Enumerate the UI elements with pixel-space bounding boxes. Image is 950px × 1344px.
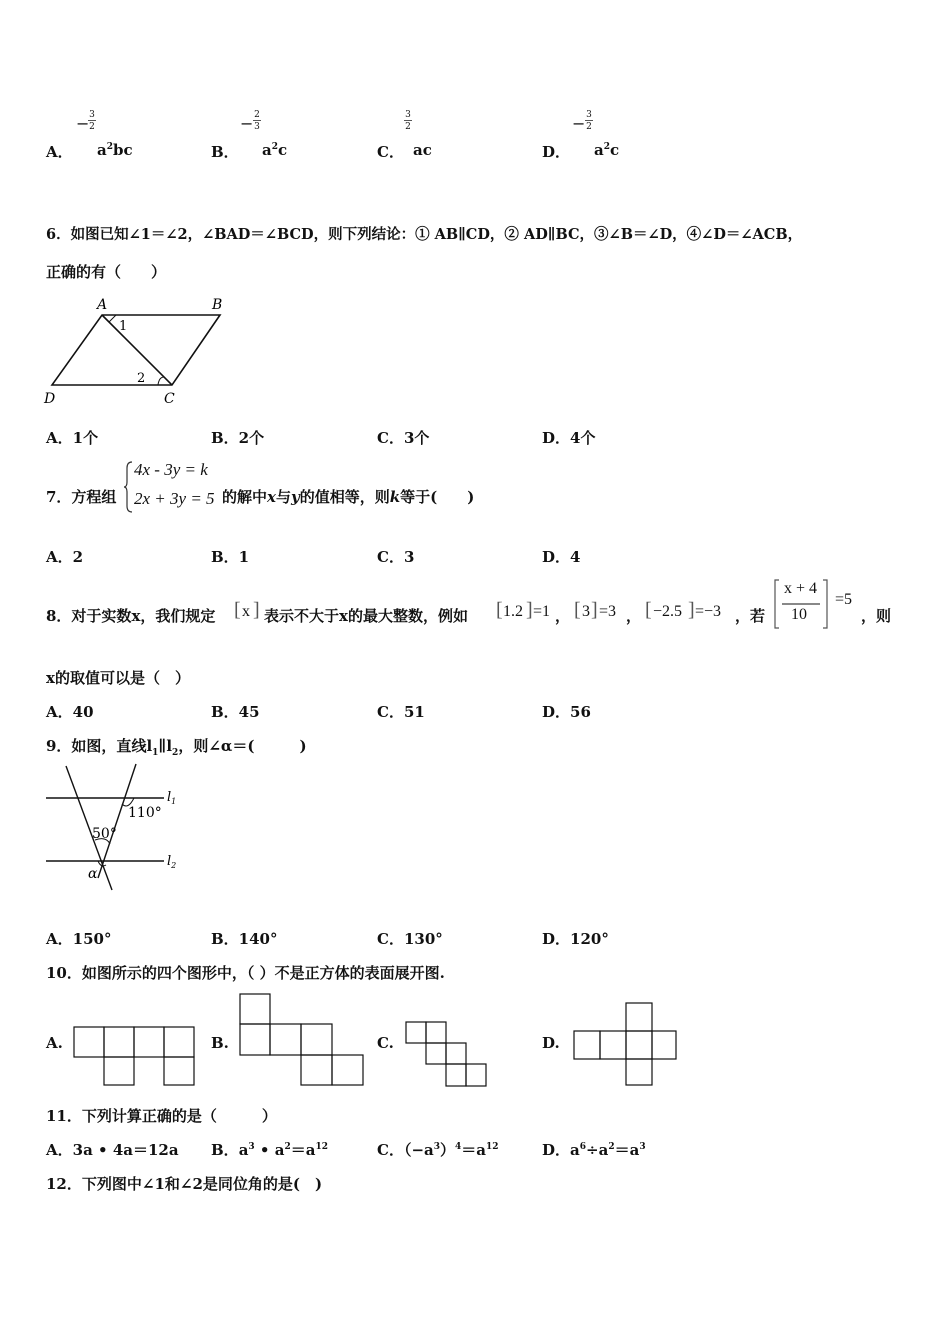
q7-prefix: 7．方程组	[46, 488, 117, 506]
q6-option-a: A．1个	[46, 429, 99, 447]
q11-option-b: B．$a^3$ • $a^2=a^{12}$	[211, 1141, 328, 1159]
q5-option-d-frac-bar	[585, 120, 593, 121]
q9-label-50: 50°	[92, 826, 117, 842]
q5-option-c-frac-den: 2	[405, 122, 411, 132]
q10-net-a	[74, 1027, 196, 1087]
q9-label-l2: $l_2$	[167, 854, 177, 870]
q8-part1: 8．对于实数x，我们规定	[46, 607, 216, 625]
q5-option-a-expr: $a^2bc$	[97, 141, 133, 159]
q8-option-c: C．51	[377, 703, 425, 721]
q9-label-alpha: α	[88, 866, 98, 882]
q8-ex1-right: ]	[526, 599, 533, 621]
q6-stem-line1: 6．如图已知∠1＝∠2，∠BAD＝∠BCD，则下列结论：① AB∥CD，② AD∥BC，③∠B＝∠D，④∠D＝∠ACB，	[46, 226, 803, 243]
q5-option-b-expr: $a^2c$	[262, 141, 288, 159]
q8-part4: ，则	[861, 607, 892, 625]
q7-stem-rest: 的解中x与y的值相等，则k等于( )	[222, 488, 475, 506]
q9-option-d: D．120°	[542, 930, 609, 948]
q5-option-a-label: A．	[46, 143, 73, 161]
q11-option-c: C．$(-a^3)^4=a^{12}$	[377, 1141, 499, 1159]
q8-ex1-left: [	[496, 599, 503, 621]
q5-option-b-frac-den: 3	[254, 122, 260, 132]
q6-option-b: B．2个	[211, 429, 265, 447]
q10-stem: 10．如图所示的四个图形中，（ ）不是正方体的表面展开图.	[46, 964, 445, 982]
q10-label-b: B.	[211, 1034, 229, 1052]
q7-equation-2: 2x + 3y = 5	[134, 489, 215, 508]
q7-option-b: B．1	[211, 548, 250, 566]
q11-option-a: A．3a • 4a＝12a	[46, 1141, 179, 1159]
q10-net-d	[572, 1002, 680, 1088]
q10-net-b	[239, 993, 367, 1087]
q6-label-c: C	[164, 391, 175, 407]
q6-label-angle-2: 2	[137, 371, 146, 386]
q5-option-c-expr: ac	[413, 141, 432, 159]
q5-option-a-frac-den: 2	[89, 122, 95, 132]
q8-ex2-left: [	[574, 599, 581, 621]
q7-option-d: D．4	[542, 548, 581, 566]
q5-option-c-frac-num: 3	[405, 110, 411, 120]
q6-figure-parallelogram	[40, 295, 230, 410]
q8-ex3: −2.5	[653, 603, 683, 620]
q8-floor-x: x	[242, 603, 250, 620]
q6-option-c: C．3个	[377, 429, 430, 447]
q8-ex2: 3	[582, 603, 590, 620]
q6-label-angle-1: 1	[119, 319, 128, 334]
q8-ex3-value: =−3	[695, 603, 722, 620]
q8-ex2-right: ]	[591, 599, 598, 621]
q8-ex3-right: ]	[688, 599, 695, 621]
q10-label-c: C.	[377, 1034, 394, 1052]
q8-floor-x-left: [	[234, 599, 241, 621]
q5-option-c-frac-bar	[404, 120, 412, 121]
q8-option-d: D．56	[542, 703, 591, 721]
q9-option-b: B．140°	[211, 930, 278, 948]
q9-label-l1: $l_1$	[167, 790, 177, 806]
q8-comma-2: ，	[626, 607, 642, 625]
q6-angle-1-arc	[109, 315, 116, 322]
q9-stem: 9．如图，直线$l_1\parallel l_2$，则∠α＝( )	[46, 737, 307, 758]
q5-option-b-sign: −	[240, 114, 254, 133]
q6-angle-2-arc	[158, 377, 164, 385]
q8-option-a: A．40	[46, 703, 94, 721]
q8-fraction-denominator: 10	[791, 606, 807, 623]
q8-ex3-left: [	[645, 599, 652, 621]
q8-ex1-value: =1	[533, 603, 551, 620]
q8-comma-1: ，	[555, 607, 571, 625]
q5-option-d-sign: −	[572, 114, 586, 133]
q8-part2: 表示不大于x的最大整数，例如	[264, 607, 468, 625]
q9-label-110: 110°	[128, 805, 162, 821]
q7-equation-1: 4x - 3y = k	[134, 460, 208, 479]
q8-ex1: 1.2	[503, 603, 523, 620]
q8-floor-x-right: ]	[253, 599, 260, 621]
q5-option-b-label: B．	[211, 143, 239, 161]
q10-label-a: A.	[46, 1034, 63, 1052]
q10-label-d: D.	[542, 1034, 560, 1052]
q8-part3: ，若	[735, 607, 766, 625]
q8-stem-line2: x的取值可以是（ ）	[46, 669, 190, 687]
q9-option-a: A．150°	[46, 930, 112, 948]
q6-label-d: D	[44, 391, 56, 407]
q5-option-d-label: D．	[542, 143, 571, 161]
q7-system-brace	[124, 460, 134, 514]
q8-fraction-value: =5	[835, 591, 853, 608]
q5-option-d-frac-den: 2	[586, 122, 592, 132]
q6-label-a: A	[97, 297, 108, 313]
q7-option-a: A．2	[46, 548, 84, 566]
q9-option-c: C．130°	[377, 930, 443, 948]
q8-fraction-numerator: x + 4	[784, 580, 818, 597]
q11-option-d: D．$a^6\div a^2=a^3$	[542, 1141, 646, 1159]
q5-option-c-label: C．	[377, 143, 404, 161]
q9-figure-parallel-lines	[40, 760, 190, 895]
q12-stem: 12．下列图中∠1和∠2是同位角的是( )	[46, 1175, 323, 1193]
q8-ex2-value: =3	[599, 603, 617, 620]
q5-option-d-expr: $a^2c$	[594, 141, 620, 159]
q5-option-a-frac-bar	[88, 120, 96, 121]
q5-option-a-sign: −	[76, 114, 90, 133]
q10-net-c	[405, 1021, 489, 1089]
q5-option-b-frac-num: 2	[254, 110, 260, 120]
q6-label-b: B	[212, 297, 223, 313]
q6-stem-line2: 正确的有（ ）	[46, 263, 167, 281]
q8-option-b: B．45	[211, 703, 260, 721]
q5-option-d-frac-num: 3	[586, 110, 592, 120]
q5-option-a-frac-num: 3	[89, 110, 95, 120]
q6-option-d: D．4个	[542, 429, 596, 447]
q5-option-b-frac-bar	[253, 120, 261, 121]
q7-option-c: C．3	[377, 548, 415, 566]
q11-stem: 11．下列计算正确的是（ ）	[46, 1107, 277, 1125]
